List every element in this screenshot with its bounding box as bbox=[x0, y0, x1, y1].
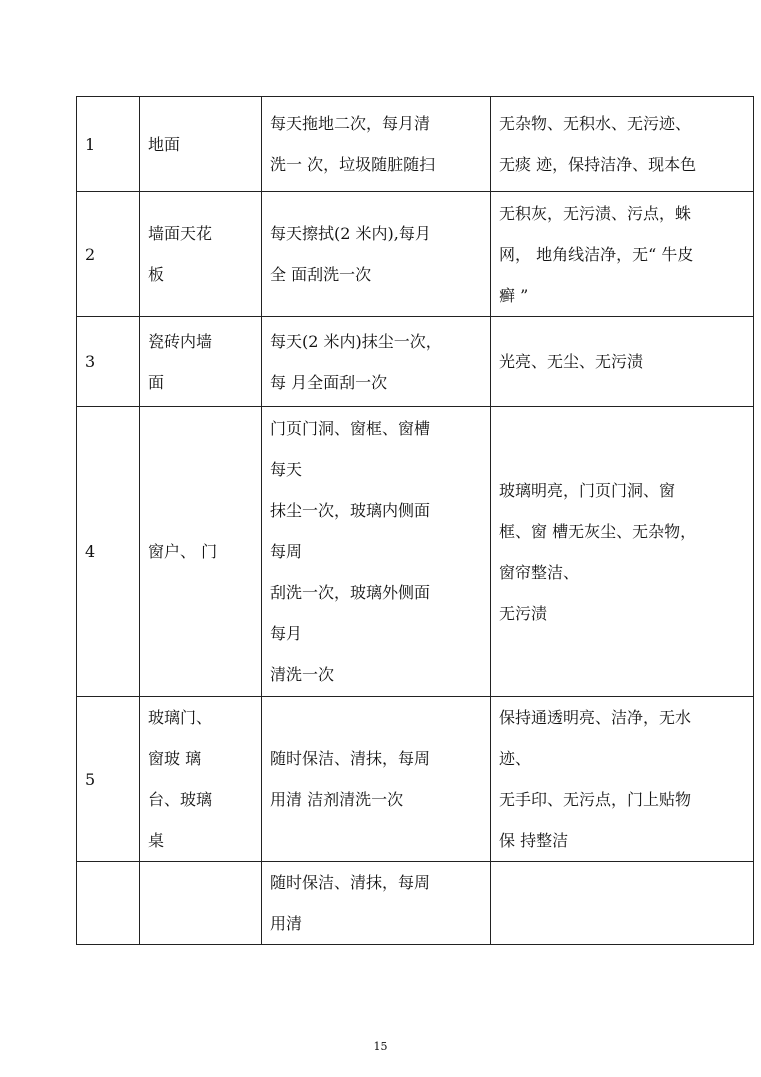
area-line: 地面 bbox=[148, 134, 181, 154]
standard-line: 无痰 迹，保持洁净、现本色 bbox=[499, 155, 697, 174]
table-row bbox=[77, 407, 754, 697]
area-line: 瓷砖内墙 bbox=[148, 331, 213, 351]
area-line: 窗玻 璃 bbox=[148, 749, 202, 768]
table-row bbox=[77, 192, 754, 317]
table-row bbox=[77, 697, 754, 862]
frequency-line: 清洗一次 bbox=[270, 665, 335, 684]
standard-line: 无手印、无污点，门上贴物 bbox=[499, 790, 692, 809]
standard-cell bbox=[491, 97, 754, 192]
standard-line: 框、窗 槽无灰尘、无杂物， bbox=[499, 521, 697, 541]
frequency-line: 每天拖地二次，每月清 bbox=[270, 114, 431, 133]
frequency-line: 每天擦拭(2 米内),每月 bbox=[270, 224, 431, 243]
standard-line: 保 持整洁 bbox=[499, 831, 569, 850]
row-number: 5 bbox=[77, 697, 140, 862]
frequency-line: 每周 bbox=[270, 542, 303, 561]
frequency-cell bbox=[262, 97, 491, 192]
frequency-cell bbox=[262, 317, 491, 407]
table-row bbox=[77, 862, 754, 945]
row-number: 1 bbox=[77, 97, 140, 192]
standard-line: 无杂物、无积水、无污迹、 bbox=[499, 114, 692, 133]
standard-cell bbox=[491, 317, 754, 407]
frequency-cell bbox=[262, 407, 491, 697]
area-line: 台、玻璃 bbox=[148, 790, 213, 809]
area-cell bbox=[140, 97, 262, 192]
frequency-line: 洗一 次，垃圾随脏随扫 bbox=[270, 155, 436, 174]
area-cell bbox=[140, 862, 262, 945]
frequency-line: 每 月全面刮一次 bbox=[270, 372, 388, 392]
standard-line: 网， 地角线洁净，无“ 牛皮 bbox=[499, 244, 694, 264]
area-line: 墙面天花 bbox=[148, 224, 213, 243]
standard-line: 光亮、无尘、无污渍 bbox=[499, 352, 644, 371]
area-line: 板 bbox=[148, 265, 165, 284]
standard-line: 无污渍 bbox=[499, 603, 548, 623]
standard-cell bbox=[491, 697, 754, 862]
area-line: 窗户、 门 bbox=[148, 542, 218, 561]
standard-line: 癣 ” bbox=[499, 285, 529, 305]
frequency-line: 用清 洁剂清洗一次 bbox=[270, 790, 404, 809]
frequency-line: 每天(2 米内)抹尘一次， bbox=[270, 331, 442, 351]
frequency-cell bbox=[262, 697, 491, 862]
frequency-line: 随时保洁、清抹，每周 bbox=[270, 749, 431, 768]
standard-line: 玻璃明亮，门页门洞、窗 bbox=[499, 480, 676, 500]
frequency-line: 用清 bbox=[270, 914, 303, 933]
area-cell bbox=[140, 697, 262, 862]
row-number bbox=[77, 862, 140, 945]
frequency-cell bbox=[262, 192, 491, 317]
area-cell bbox=[140, 317, 262, 407]
standard-cell bbox=[491, 862, 754, 945]
row-number: 2 bbox=[77, 192, 140, 317]
table-row bbox=[77, 317, 754, 407]
table-row bbox=[77, 97, 754, 192]
frequency-line: 随时保洁、清抹，每周 bbox=[270, 873, 431, 892]
area-line: 玻璃门、 bbox=[148, 708, 213, 727]
frequency-line: 刮洗一次，玻璃外侧面 bbox=[270, 583, 431, 602]
frequency-line: 全 面刮洗一次 bbox=[270, 265, 372, 284]
frequency-line: 每天 bbox=[270, 460, 303, 479]
standard-cell bbox=[491, 192, 754, 317]
area-cell bbox=[140, 192, 262, 317]
standard-line: 无积灰，无污渍、污点，蛛 bbox=[499, 203, 692, 223]
row-number: 3 bbox=[77, 317, 140, 407]
frequency-line: 抹尘一次，玻璃内侧面 bbox=[270, 501, 431, 520]
area-line: 面 bbox=[148, 372, 165, 392]
cleaning-standards-table bbox=[76, 96, 754, 945]
standard-line: 保持通透明亮、洁净，无水 bbox=[499, 708, 692, 727]
standard-cell bbox=[491, 407, 754, 697]
standard-line: 迹、 bbox=[499, 749, 532, 768]
area-line: 桌 bbox=[148, 831, 165, 850]
area-cell bbox=[140, 407, 262, 697]
row-number: 4 bbox=[77, 407, 140, 697]
frequency-cell bbox=[262, 862, 491, 945]
standard-line: 窗帘整洁、 bbox=[499, 562, 580, 582]
frequency-line: 每月 bbox=[270, 624, 303, 643]
frequency-line: 门页门洞、窗框、窗槽 bbox=[270, 419, 431, 438]
page-number: 15 bbox=[373, 1040, 388, 1053]
